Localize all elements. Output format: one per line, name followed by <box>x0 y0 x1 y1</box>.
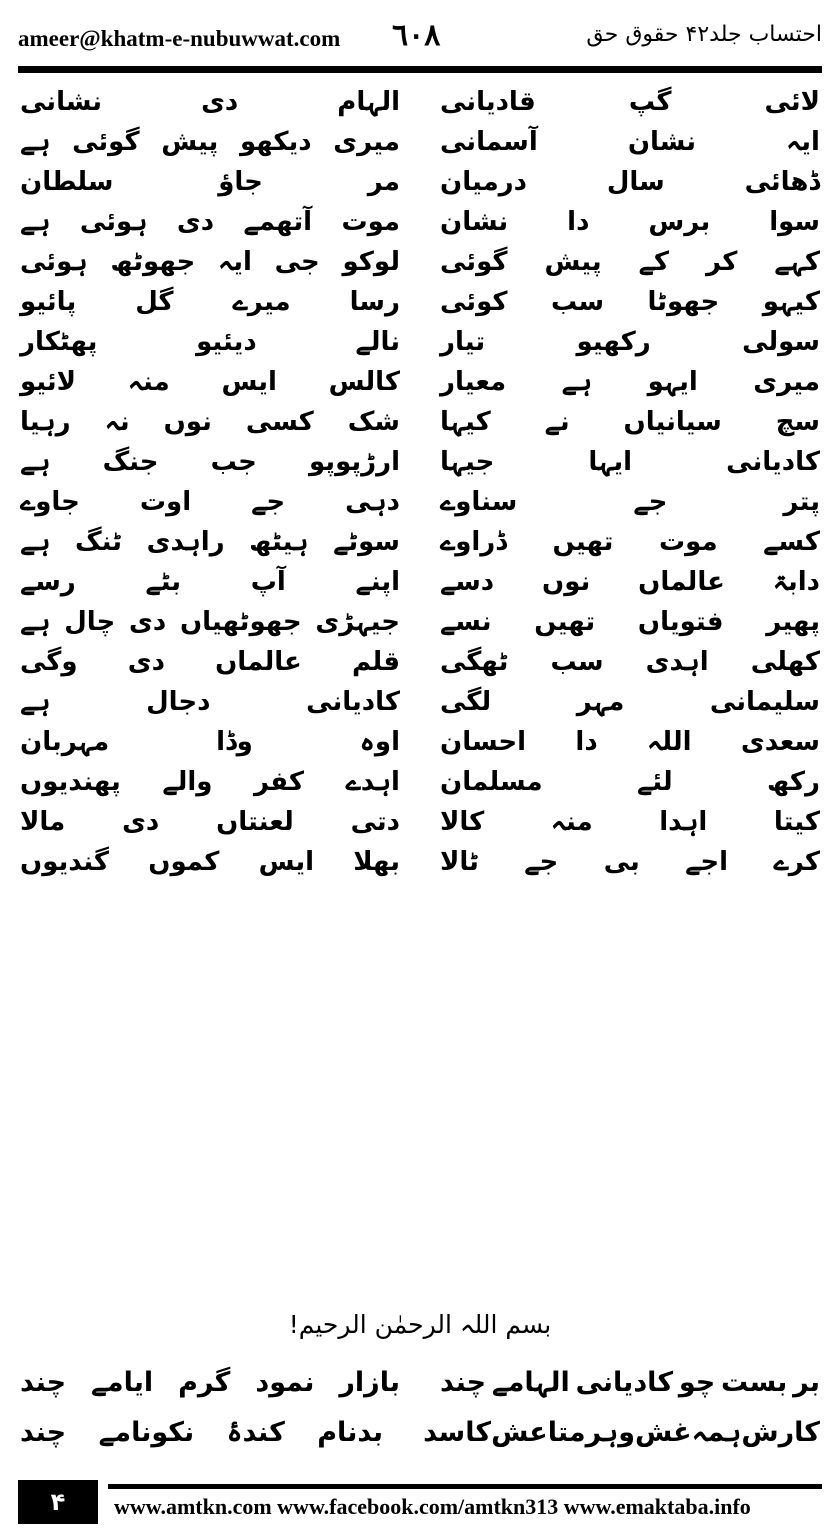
verse-word: جی <box>274 247 320 277</box>
verse-word: رکھیو <box>576 327 651 357</box>
verse-word: چند <box>440 1367 487 1398</box>
verse-word: منہ <box>127 367 170 397</box>
hemistich-right <box>440 202 820 242</box>
verse-word: سولی <box>742 327 820 357</box>
verse-word: دجال <box>146 687 211 717</box>
verse-word: نشان <box>627 127 696 157</box>
verse-word: الہامے <box>491 1367 570 1398</box>
hemistich-right <box>440 842 820 882</box>
verse-word: کہے <box>774 247 820 277</box>
hemistich-left <box>20 1358 400 1408</box>
verse-word: لائی <box>764 87 820 117</box>
verse-word: وڈا <box>216 727 253 757</box>
hemistich-left <box>20 482 400 522</box>
punjabi-poem <box>20 82 820 882</box>
verse-word: ہے <box>20 607 51 637</box>
verse-word: الہام <box>337 87 400 117</box>
hemistich-right <box>440 482 820 522</box>
hemistich-right <box>440 362 820 402</box>
verse-word: جیہا <box>440 447 495 477</box>
hemistich-left <box>20 362 400 402</box>
verse-word: لوکو <box>342 247 400 277</box>
hemistich-left <box>20 442 400 482</box>
verse-word: جھوٹھیاں <box>179 607 302 637</box>
verse-line <box>20 362 820 402</box>
verse-line <box>20 402 820 442</box>
verse-word: نے <box>544 407 570 437</box>
verse-word: مر <box>367 167 400 197</box>
verse-word: سوٹے <box>333 527 400 557</box>
hemistich-left <box>20 202 400 242</box>
hemistich-right <box>440 82 820 122</box>
verse-word: پھٹکار <box>20 327 98 357</box>
verse-word: رکھ <box>767 767 820 797</box>
verse-word: کادیانی <box>575 1367 674 1398</box>
couplet-line <box>20 1358 820 1408</box>
verse-word: جے <box>633 487 668 517</box>
verse-word: میری <box>333 127 400 157</box>
verse-word: دی <box>122 807 160 837</box>
hemistich-left <box>20 402 400 442</box>
hemistich-right <box>440 442 820 482</box>
hemistich-right <box>440 642 820 682</box>
hemistich-left <box>20 282 400 322</box>
verse-line <box>20 642 820 682</box>
verse-word: چند <box>20 1367 67 1398</box>
verse-word: برس <box>648 207 711 237</box>
verse-word: ایامے <box>91 1367 154 1398</box>
verse-word: دی <box>201 87 239 117</box>
verse-word: پھیر <box>766 607 820 637</box>
verse-word: بازار <box>339 1367 400 1398</box>
verse-line <box>20 722 820 762</box>
verse-line <box>20 802 820 842</box>
verse-word: ٹنگ <box>75 527 123 557</box>
verse-word: ہیٹھ <box>249 527 309 557</box>
verse-word: غش <box>634 1417 692 1448</box>
verse-word: دی <box>127 647 165 677</box>
verse-word: سب <box>550 287 605 317</box>
footer-rule <box>108 1484 822 1489</box>
verse-word: ہے <box>20 687 51 717</box>
verse-word: کیتا <box>773 807 820 837</box>
verse-word: ایہو <box>647 367 698 397</box>
verse-word: کموں <box>148 847 220 877</box>
verse-word: تیار <box>440 327 486 357</box>
verse-word: ایہ <box>786 127 820 157</box>
verse-word: آتھمے <box>243 207 313 237</box>
verse-word: اپنے <box>355 567 400 597</box>
hemistich-left <box>20 602 400 642</box>
footer-links: www.amtkn.com www.facebook.com/amtkn313 www.emaktaba.info <box>114 1494 751 1519</box>
verse-word: پیش <box>544 247 602 277</box>
verse-word: سلیمانی <box>709 687 820 717</box>
verse-word: ارڑپوپو <box>309 447 400 477</box>
verse-line <box>20 562 820 602</box>
verse-word: پیش <box>161 127 219 157</box>
hemistich-right <box>440 522 820 562</box>
verse-word: جھوٹا <box>647 287 720 317</box>
verse-word: جاؤ <box>218 167 263 197</box>
verse-word: ایس <box>221 367 277 397</box>
verse-line <box>20 522 820 562</box>
verse-word: کا <box>465 1417 492 1448</box>
verse-word: گوئی <box>440 247 508 277</box>
verse-word: مالا <box>20 807 66 837</box>
verse-word: کیہو <box>762 287 820 317</box>
hemistich-right <box>423 1408 820 1458</box>
verse-word: گپ <box>628 87 672 117</box>
verse-word: دہی <box>345 487 400 517</box>
verse-word: ہے <box>20 207 51 237</box>
verse-word: میری <box>753 367 820 397</box>
verse-word: جے <box>524 847 559 877</box>
verse-word: جب <box>210 447 257 477</box>
hemistich-right <box>440 682 820 722</box>
verse-word: گل <box>135 287 174 317</box>
verse-word: مہربان <box>20 727 110 757</box>
verse-word: نوں <box>542 567 591 597</box>
verse-word: کسے <box>763 527 820 557</box>
verse-word: منہ <box>550 807 593 837</box>
verse-word: دیکھو <box>239 127 312 157</box>
verse-line <box>20 322 820 362</box>
verse-word: دا <box>575 727 598 757</box>
verse-word: لگی <box>440 687 492 717</box>
hemistich-left <box>20 762 400 802</box>
hemistich-left <box>20 562 400 602</box>
verse-word: ڈراوے <box>440 527 507 557</box>
verse-word: کھلی <box>750 647 820 677</box>
verse-word: عالماں <box>638 567 725 597</box>
page-header <box>18 18 822 58</box>
verse-word: اہدی <box>645 647 709 677</box>
verse-word: مسلمان <box>440 767 543 797</box>
verse-word: کالس <box>328 367 400 397</box>
verse-word: میرے <box>232 287 291 317</box>
verse-line <box>20 162 820 202</box>
verse-word: سچ <box>775 407 820 437</box>
hemistich-right <box>440 122 820 162</box>
hemistich-left <box>20 842 400 882</box>
verse-word: بست <box>721 1367 788 1398</box>
verse-word: قلم <box>351 647 400 677</box>
verse-word: سوا <box>769 207 820 237</box>
verse-word: نشانی <box>20 87 103 117</box>
verse-word: چو <box>678 1367 716 1398</box>
verse-word: کادیانی <box>306 687 400 717</box>
verse-line <box>20 282 820 322</box>
verse-word: سلطان <box>20 167 114 197</box>
verse-word: بھلا <box>353 847 400 877</box>
verse-word: کے <box>638 247 670 277</box>
hemistich-left <box>20 322 400 362</box>
verse-word: عالماں <box>215 647 302 677</box>
verse-word: متاعش <box>491 1417 586 1448</box>
verse-word: بٹے <box>145 567 182 597</box>
hemistich-left <box>20 162 400 202</box>
verse-word: ہے <box>20 527 51 557</box>
page-number: ٦٠٨ <box>392 18 441 53</box>
verse-line <box>20 82 820 122</box>
verse-line <box>20 602 820 642</box>
verse-word: چال <box>64 607 116 637</box>
verse-word: کوئی <box>440 287 508 317</box>
verse-line <box>20 842 820 882</box>
verse-word: نسے <box>440 607 492 637</box>
verse-word: بی <box>603 847 640 877</box>
hemistich-right <box>440 322 820 362</box>
verse-word: مہر <box>576 687 625 717</box>
verse-word: قادیانی <box>440 87 536 117</box>
verse-word: موت <box>659 527 718 557</box>
verse-word: کر <box>706 247 738 277</box>
verse-word: سب <box>550 647 604 677</box>
verse-word: ہوئی <box>79 207 148 237</box>
hemistich-right <box>440 402 820 442</box>
verse-word: دیئیو <box>196 327 257 357</box>
persian-couplets <box>20 1358 820 1458</box>
hemistich-right <box>440 242 820 282</box>
verse-word: دسے <box>440 567 495 597</box>
verse-word: لئے <box>636 767 673 797</box>
verse-word: احسان <box>440 727 527 757</box>
verse-word: دتی <box>350 807 400 837</box>
verse-word: گوئی <box>72 127 140 157</box>
hemistich-left <box>20 242 400 282</box>
footer-badge: ۴ <box>18 1480 98 1524</box>
verse-word: ایہا <box>588 447 633 477</box>
verse-word: نکونامے <box>98 1417 195 1448</box>
bismillah-heading: بسم اللہ الرحمٰن الرحیم! <box>288 1310 552 1339</box>
verse-word: کرے <box>773 847 820 877</box>
verse-word: ایہ <box>217 247 252 277</box>
email-address: ameer@khatm-e-nubuwwat.com <box>18 26 341 51</box>
verse-word: اوت <box>139 487 192 517</box>
verse-word: لعنتاں <box>216 807 294 837</box>
hemistich-left <box>20 1408 383 1458</box>
verse-word: تھیں <box>552 527 614 557</box>
verse-word: سد <box>423 1417 466 1448</box>
hemistich-left <box>20 122 400 162</box>
header-rule <box>18 66 822 73</box>
verse-word: معیار <box>440 367 507 397</box>
verse-word: بر <box>793 1367 820 1398</box>
verse-word: ہے <box>20 447 51 477</box>
verse-word: پتر <box>783 487 820 517</box>
verse-word: پھندیوں <box>20 767 121 797</box>
hemistich-right <box>440 282 820 322</box>
verse-word: جیہڑی <box>315 607 400 637</box>
verse-word: نوں <box>163 407 212 437</box>
hemistich-left <box>20 642 400 682</box>
verse-word: درمیان <box>440 167 527 197</box>
hemistich-left <box>20 82 400 122</box>
verse-word: گندیوں <box>20 847 110 877</box>
verse-word: دابۃ <box>772 567 820 597</box>
verse-word: دی <box>176 207 215 237</box>
verse-line <box>20 242 820 282</box>
verse-word: ہے <box>20 127 51 157</box>
verse-word: جھوٹھ <box>110 247 196 277</box>
hemistich-right <box>440 802 820 842</box>
verse-word: شک <box>347 407 400 437</box>
verse-word: اوہ <box>359 727 400 757</box>
hemistich-left <box>20 802 400 842</box>
verse-word: راہدی <box>146 527 225 557</box>
verse-word: نشان <box>440 207 509 237</box>
verse-word: رسے <box>20 567 76 597</box>
verse-word: وہر <box>585 1417 635 1448</box>
verse-word: سناوے <box>440 487 518 517</box>
verse-word: کفر <box>254 767 305 797</box>
couplet-line <box>20 1408 820 1458</box>
verse-word: چند <box>20 1417 67 1448</box>
verse-word: دی <box>129 607 167 637</box>
verse-word: فتویاں <box>637 607 724 637</box>
verse-word: ایس <box>258 847 315 877</box>
verse-word: کیہا <box>440 407 491 437</box>
verse-word: سال <box>606 167 665 197</box>
hemistich-right <box>440 722 820 762</box>
verse-word: اہدے <box>345 767 400 797</box>
verse-line <box>20 762 820 802</box>
verse-word: کادیانی <box>726 447 820 477</box>
verse-word: بدنام <box>317 1417 384 1448</box>
book-title: احتساب جلد۴۲ حقوق حق <box>586 22 822 47</box>
verse-word: آسمانی <box>440 127 538 157</box>
verse-word: ہوئی <box>20 247 88 277</box>
verse-word: ڈھائی <box>744 167 820 197</box>
verse-word: ٹالا <box>440 847 479 877</box>
verse-word: نالے <box>355 327 400 357</box>
verse-word: جاوے <box>20 487 80 517</box>
verse-word: موت <box>341 207 400 237</box>
verse-word: نمود <box>255 1367 315 1398</box>
hemistich-left <box>20 722 400 762</box>
hemistich-left <box>20 682 400 722</box>
verse-line <box>20 442 820 482</box>
verse-line <box>20 682 820 722</box>
verse-word: لائیو <box>20 367 77 397</box>
verse-word: ہمہ <box>691 1417 742 1448</box>
verse-word: رہیا <box>20 407 71 437</box>
hemistich-right <box>440 762 820 802</box>
hemistich-left <box>20 522 400 562</box>
verse-word: اہدا <box>659 807 708 837</box>
verse-word: سعدی <box>740 727 820 757</box>
verse-word: پائیو <box>20 287 77 317</box>
verse-word: ہے <box>561 367 593 397</box>
verse-word: آپ <box>250 567 286 597</box>
hemistich-right <box>440 1358 820 1408</box>
verse-line <box>20 482 820 522</box>
verse-word: نہ <box>104 407 130 437</box>
hemistich-right <box>440 162 820 202</box>
verse-word: کالا <box>440 807 485 837</box>
verse-word: وگی <box>20 647 78 677</box>
verse-word: سیانیاں <box>623 407 722 437</box>
verse-word: جنگ <box>102 447 159 477</box>
verse-word: رسا <box>349 287 400 317</box>
verse-word: کارش <box>741 1417 820 1448</box>
verse-word: اجے <box>685 847 729 877</box>
hemistich-right <box>440 602 820 642</box>
verse-word: گرم <box>178 1367 231 1398</box>
verse-word: کسی <box>245 407 314 437</box>
verse-word: ٹھگی <box>440 647 509 677</box>
verse-word: کندۂ <box>226 1417 285 1448</box>
verse-word: جے <box>251 487 286 517</box>
hemistich-right <box>440 562 820 602</box>
verse-word: والے <box>162 767 213 797</box>
verse-word: تھیں <box>534 607 596 637</box>
verse-line <box>20 202 820 242</box>
page-footer <box>18 1480 822 1524</box>
verse-line <box>20 122 820 162</box>
verse-word: اللہ <box>647 727 692 757</box>
verse-word: دا <box>567 207 590 237</box>
